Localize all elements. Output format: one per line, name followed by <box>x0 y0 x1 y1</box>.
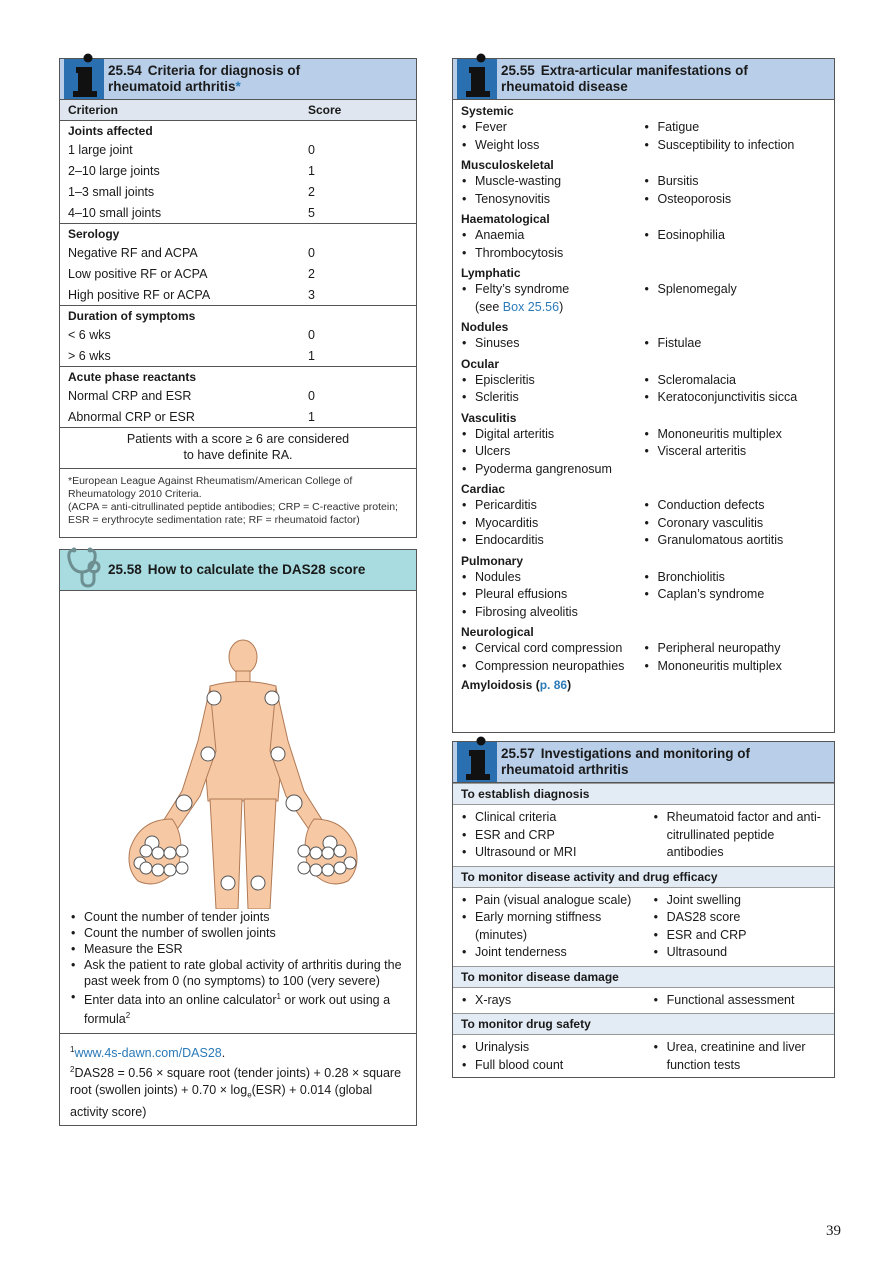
extra-col-right <box>644 640 827 675</box>
criterion-cell: 1 large joint <box>68 142 133 157</box>
criteria-row <box>60 139 416 160</box>
finger-joint <box>310 847 322 859</box>
criteria-header <box>60 59 416 100</box>
extra-section-items <box>453 372 834 407</box>
extra-item-text: Weight loss <box>475 137 540 152</box>
das-foot-2 <box>70 1062 406 1120</box>
extra-item <box>644 335 827 353</box>
extra-item-text: Granulomatous aortitis <box>657 533 784 547</box>
invest-item: • Rheumatoid factor and anti-citrullinated peptide antibodies <box>653 809 826 862</box>
extra-item-text: Ulcers <box>475 444 511 458</box>
extra-item-text: Osteoporosis <box>657 191 732 206</box>
extra-col-right <box>644 497 827 550</box>
extra-col-left <box>461 119 644 154</box>
das-title <box>108 562 410 578</box>
extra-item-text: Coronary vasculitis <box>657 515 764 530</box>
finger-joint <box>298 862 310 874</box>
das-step-2: • Count the number of swollen joints <box>70 925 406 941</box>
extra-item <box>644 191 827 209</box>
das-step-5 <box>70 989 406 1027</box>
criteria-row <box>60 406 416 427</box>
extra-item <box>461 497 644 515</box>
score-cell: 0 <box>308 388 315 403</box>
extra-col-left <box>461 426 644 479</box>
invest-item: • ESR and CRP <box>461 827 653 845</box>
foot2-text2: (ESR) + 0.014 (global activity score) <box>70 1082 373 1119</box>
extra-col-left <box>461 569 644 622</box>
invest-section-heading: To monitor disease damage <box>453 966 834 988</box>
extra-item <box>461 281 644 316</box>
extra-item-text: Peripheral neuropathy <box>657 641 781 655</box>
score-cell: 3 <box>308 287 315 302</box>
criteria-footnote <box>60 468 416 533</box>
invest-number: 25.57 <box>501 746 535 761</box>
amyloid-line <box>453 675 834 693</box>
extra-section-items <box>453 497 834 550</box>
score-cell: 1 <box>308 348 315 363</box>
invest-title-2: rheumatoid arthritis <box>501 762 629 777</box>
extra-item-text: Eosinophilia <box>657 228 725 242</box>
extra-item-text: Mononeuritis multiplex <box>657 658 782 673</box>
criteria-section-row <box>60 121 416 140</box>
finger-joint <box>152 847 164 859</box>
extra-item <box>644 443 827 461</box>
extra-section-heading: Lymphatic <box>461 266 521 280</box>
criterion-cell: Negative RF and ACPA <box>68 245 198 260</box>
criteria-section-name: Acute phase reactants <box>60 367 416 386</box>
finger-joint <box>176 845 188 857</box>
invest-col-left <box>461 992 653 1010</box>
extra-item <box>461 461 644 479</box>
foot1-sup: 1 <box>70 1045 75 1055</box>
das28-link[interactable]: www.4s-dawn.com/DAS28 <box>74 1046 222 1061</box>
extra-item-text: Fatigue <box>657 120 700 134</box>
das-box <box>59 549 417 1126</box>
extra-item <box>644 173 827 191</box>
footnote-2: (ACPA = anti-citrullinated peptide antibodies; CRP = C-reactive protein; ESR = erythrocyte sedimentation rate; RF = rheumatoid factor) <box>68 501 398 526</box>
extra-item <box>644 658 827 676</box>
joint-shoulder-l <box>207 691 221 705</box>
joint-elbow-r <box>271 747 285 761</box>
invest-section-items <box>453 988 834 1014</box>
criterion-cell: 1–3 small joints <box>68 184 155 199</box>
extra-item <box>644 281 827 299</box>
extra-item <box>461 173 644 191</box>
invest-col-left <box>461 892 653 962</box>
invest-section-items <box>453 805 834 866</box>
joint-wrist-l <box>176 795 192 811</box>
finger-joint <box>140 862 152 874</box>
extra-item <box>461 515 644 533</box>
extra-item <box>461 119 644 137</box>
footnote-1: *European League Against Rheumatism/American College of Rheumatology 2010 Criteria. <box>68 475 353 500</box>
extra-item <box>461 137 644 155</box>
invest-item: • Early morning stiffness (minutes) <box>461 909 653 944</box>
info-icon <box>64 53 104 99</box>
right-leg <box>244 799 276 909</box>
note-line-2: to have definite RA. <box>183 448 293 462</box>
das-steps <box>60 909 416 1033</box>
criteria-section-row <box>60 224 416 243</box>
info-icon <box>457 53 497 99</box>
finger-joint <box>164 864 176 876</box>
extra-item-text: Compression neuropathies <box>475 658 625 673</box>
criteria-note <box>60 427 416 468</box>
criterion-cell: Abnormal CRP or ESR <box>68 409 195 424</box>
score-cell: 5 <box>308 205 315 220</box>
extra-col-left <box>461 372 644 407</box>
extra-item-text: Tenosynovitis <box>475 191 551 206</box>
invest-col-right <box>653 1039 826 1074</box>
amyloid-open: ( <box>532 678 540 692</box>
extra-col-right <box>644 281 827 316</box>
invest-item: • Clinical criteria <box>461 809 653 827</box>
das-step-4: • Ask the patient to rate global activity of arthritis during the past week from 0 (no symptoms) to 100 (very severe) <box>70 957 406 989</box>
finger-joint <box>322 847 334 859</box>
invest-section-heading: To monitor disease activity and drug efficacy <box>453 866 834 888</box>
extra-section-heading: Nodules <box>461 320 509 334</box>
invest-item: • Functional assessment <box>653 992 826 1010</box>
invest-item: • Pain (visual analogue scale) <box>461 892 653 910</box>
extra-section-heading: Musculoskeletal <box>461 158 554 172</box>
extra-number: 25.55 <box>501 63 535 78</box>
extra-title-1: Extra-articular manifestations of <box>540 63 748 78</box>
invest-section-items <box>453 1035 834 1078</box>
joint-wrist-r <box>286 795 302 811</box>
body-diagram-svg <box>60 591 416 909</box>
invest-col-left <box>461 1039 653 1074</box>
invest-section-heading: To establish diagnosis <box>453 783 834 805</box>
criteria-row <box>60 324 416 345</box>
finger-joint <box>322 864 334 876</box>
joint-knee-l <box>221 876 235 890</box>
extra-item-text: Episcleritis <box>475 372 535 387</box>
das-foot-1 <box>70 1042 406 1062</box>
invest-col-right <box>653 892 826 962</box>
extra-section-heading: Systemic <box>461 104 514 118</box>
extra-col-right <box>644 372 827 407</box>
das-step-1: • Count the number of tender joints <box>70 909 406 925</box>
extra-section-heading: Haematological <box>461 212 550 226</box>
extra-item-text: Conduction defects <box>657 498 765 512</box>
finger-joint <box>152 864 164 876</box>
extra-title <box>501 63 828 95</box>
extra-section-heading: Vasculitis <box>461 410 517 425</box>
extra-col-right <box>644 227 827 262</box>
invest-item: • Urea, creatinine and liver function tests <box>653 1039 826 1074</box>
extra-item-text: Bronchiolitis <box>657 569 725 584</box>
extra-item <box>461 426 644 444</box>
head <box>229 640 257 674</box>
extra-item-text: Felty’s syndrome <box>475 282 570 296</box>
extra-col-left <box>461 497 644 550</box>
finger-joint <box>310 864 322 876</box>
criteria-row <box>60 242 416 263</box>
extra-item <box>644 372 827 390</box>
extra-item-text: Susceptibility to infection <box>657 137 795 152</box>
joint-knee-r <box>251 876 265 890</box>
criteria-section-name: Serology <box>60 224 416 243</box>
amyloid-link[interactable]: p. 86 <box>539 678 568 692</box>
foot1-dot: . <box>221 1046 226 1061</box>
extra-col-left <box>461 173 644 208</box>
criteria-row <box>60 181 416 202</box>
extra-section-heading: Neurological <box>461 625 534 639</box>
criteria-body <box>60 121 416 428</box>
invest-col-right <box>653 992 826 1010</box>
invest-item: • Urinalysis <box>461 1039 653 1057</box>
invest-item: • Joint tenderness <box>461 944 653 962</box>
criterion-cell: 4–10 small joints <box>68 205 162 220</box>
das-title-text: How to calculate the DAS28 score <box>147 562 366 577</box>
invest-item: • X-rays <box>461 992 653 1010</box>
criteria-row <box>60 385 416 406</box>
finger-joint <box>176 862 188 874</box>
page-number: 39 <box>826 1223 841 1239</box>
score-cell: 0 <box>308 142 315 157</box>
extra-item <box>461 640 644 658</box>
extra-item-text: Endocarditis <box>475 533 544 547</box>
extra-item <box>644 532 827 550</box>
criterion-cell: > 6 wks <box>68 348 111 363</box>
extra-item <box>644 640 827 658</box>
extra-item-text: Anaemia <box>475 228 525 242</box>
joint-shoulder-r <box>265 691 279 705</box>
invest-box <box>452 741 835 1078</box>
extra-section-items <box>453 640 834 675</box>
extra-item <box>461 335 644 353</box>
extra-item-text: Splenomegaly <box>657 282 737 296</box>
score-cell: 2 <box>308 266 315 281</box>
finger-joint <box>334 862 346 874</box>
criteria-row <box>60 160 416 181</box>
felty-close: ) <box>559 299 564 314</box>
invest-item: • Full blood count <box>461 1057 653 1075</box>
invest-item: • Ultrasound <box>653 944 826 962</box>
amyloid-close: ) <box>567 678 572 692</box>
extra-item <box>461 658 644 676</box>
extra-item <box>644 497 827 515</box>
finger-joint <box>298 845 310 857</box>
invest-item: • Joint swelling <box>653 892 826 910</box>
invest-item: • Ultrasound or MRI <box>461 844 653 862</box>
extra-item <box>644 389 827 407</box>
extra-col-left <box>461 281 644 316</box>
joint-elbow-l <box>201 747 215 761</box>
extra-item <box>461 227 644 245</box>
das-step-3: • Measure the ESR <box>70 941 406 957</box>
extra-item <box>461 443 644 461</box>
extra-col-right <box>644 119 827 154</box>
finger-joint <box>140 845 152 857</box>
extra-item-text: Keratoconjunctivitis sicca <box>657 390 798 404</box>
criterion-cell: Normal CRP and ESR <box>68 388 192 403</box>
extra-item <box>461 586 644 604</box>
das-step-5a: Enter data into an online calculator <box>84 993 277 1008</box>
extra-item-text: Nodules <box>475 569 521 584</box>
extra-item <box>644 586 827 604</box>
extra-item-text: Pericarditis <box>475 498 537 512</box>
extra-item-text: Fistulae <box>657 336 702 350</box>
extra-section-items <box>453 335 834 353</box>
das-step-5b: work out using a formula <box>84 993 391 1027</box>
extra-header <box>453 59 834 100</box>
criteria-section-row <box>60 306 416 325</box>
extra-title-2: rheumatoid disease <box>501 79 628 94</box>
extra-item <box>461 389 644 407</box>
score-cell: 0 <box>308 245 315 260</box>
invest-item: • ESR and CRP <box>653 927 826 945</box>
foot2-sup: 2 <box>70 1064 75 1074</box>
finger-joint <box>164 847 176 859</box>
criteria-title <box>108 63 410 95</box>
extra-body <box>453 100 834 675</box>
extra-item <box>461 245 644 263</box>
criteria-title-2: rheumatoid arthritis <box>108 79 236 94</box>
extra-box <box>452 58 835 733</box>
das-header <box>60 550 416 591</box>
extra-section-heading: Cardiac <box>461 482 506 496</box>
extra-section-items <box>453 227 834 262</box>
extra-section-items <box>453 173 834 208</box>
extra-item-text: Thrombocytosis <box>475 245 564 260</box>
invest-section-items <box>453 888 834 966</box>
das-step-5-sup2: 2 <box>125 1011 131 1021</box>
invest-col-left <box>461 809 653 862</box>
invest-col-right <box>653 809 826 862</box>
score-cell: 2 <box>308 184 315 199</box>
extra-item-text: Fever <box>475 120 507 134</box>
extra-item-text: Pleural effusions <box>475 587 568 601</box>
extra-item <box>644 515 827 533</box>
score-cell: 1 <box>308 409 315 424</box>
extra-col-left <box>461 227 644 262</box>
extra-section-heading: Ocular <box>461 356 500 371</box>
extra-item-text: Visceral arteritis <box>657 444 747 458</box>
extra-item-text: Muscle-wasting <box>475 174 562 188</box>
note-line-1: Patients with a score ≥ 6 are considered <box>126 432 350 446</box>
criterion-cell: < 6 wks <box>68 327 111 342</box>
extra-item <box>461 191 644 209</box>
criteria-row <box>60 263 416 284</box>
extra-item <box>644 137 827 155</box>
extra-item <box>461 372 644 390</box>
criteria-section-name: Duration of symptoms <box>60 306 416 325</box>
extra-col-right <box>644 426 827 479</box>
extra-section-items <box>453 569 834 622</box>
extra-item-text: Digital arteritis <box>475 426 555 441</box>
extra-col-left <box>461 335 644 353</box>
criteria-box <box>59 58 417 538</box>
invest-item: • DAS28 score <box>653 909 826 927</box>
criteria-star: * <box>235 79 241 94</box>
extra-col-right <box>644 335 827 353</box>
criteria-section-name: Joints affected <box>68 124 153 138</box>
criterion-cell: 2–10 large joints <box>68 163 160 178</box>
invest-title-1: Investigations and monitoring of <box>540 746 751 761</box>
criteria-section-row <box>60 367 416 386</box>
criterion-cell: High positive RF or ACPA <box>68 287 211 302</box>
extra-item <box>644 426 827 444</box>
score-cell: 1 <box>308 163 315 178</box>
felty-link[interactable]: Box 25.56 <box>502 299 560 314</box>
stethoscope-icon <box>64 546 104 592</box>
das-footnotes <box>60 1033 416 1128</box>
extra-item-text: Scleromalacia <box>657 372 737 387</box>
criteria-row <box>60 202 416 224</box>
extra-item-text: Sinuses <box>475 336 520 350</box>
extra-item-text: Pyoderma gangrenosum <box>475 461 612 476</box>
extra-section-items <box>453 426 834 479</box>
criteria-row <box>60 345 416 367</box>
das-number: 25.58 <box>108 562 142 577</box>
extra-item-text: Cervical cord compression <box>475 641 623 655</box>
criteria-number: 25.54 <box>108 63 142 78</box>
extra-col-left <box>461 640 644 675</box>
criteria-table <box>60 100 416 427</box>
extra-item-text: Bursitis <box>657 174 699 188</box>
extra-section-items <box>453 119 834 154</box>
score-cell: 0 <box>308 327 315 342</box>
info-icon <box>457 736 497 782</box>
extra-item-text: Fibrosing alveolitis <box>475 604 578 619</box>
extra-item <box>644 119 827 137</box>
extra-item <box>644 569 827 587</box>
criteria-row <box>60 284 416 306</box>
left-leg <box>210 799 242 909</box>
body-diagram <box>60 591 416 909</box>
invest-section-heading: To monitor drug safety <box>453 1013 834 1035</box>
extra-item-text: Caplan’s syndrome <box>657 587 765 601</box>
invest-header <box>453 742 834 783</box>
extra-item <box>644 227 827 245</box>
criteria-title-1: Criteria for diagnosis of <box>147 63 301 78</box>
col-criterion: Criterion <box>60 100 300 121</box>
extra-item-text: Mononeuritis multiplex <box>657 426 782 441</box>
invest-body <box>453 783 834 1078</box>
finger-joint <box>334 845 346 857</box>
criterion-cell: Low positive RF or ACPA <box>68 266 208 281</box>
foot2-sub: e <box>247 1090 252 1100</box>
amyloid-label: Amyloidosis <box>461 678 533 692</box>
das-step-5-mid: or <box>280 993 300 1008</box>
extra-section-heading: Pulmonary <box>461 553 524 568</box>
foot2-text: DAS28 = 0.56 × square root (tender joints) + 0.28 × square root (swollen joints) + 0.70 × log <box>70 1066 402 1097</box>
extra-col-right <box>644 173 827 208</box>
extra-item-text: Scleritis <box>475 390 519 404</box>
invest-title <box>501 746 828 778</box>
extra-section-items <box>453 281 834 316</box>
felty-see: (see <box>475 299 503 314</box>
extra-item <box>461 569 644 587</box>
extra-item-text: Myocarditis <box>475 515 539 530</box>
das-step-5-sup: 1 <box>276 992 281 1001</box>
col-score: Score <box>300 100 416 121</box>
extra-col-right <box>644 569 827 622</box>
extra-item <box>461 604 644 622</box>
extra-item <box>461 532 644 550</box>
